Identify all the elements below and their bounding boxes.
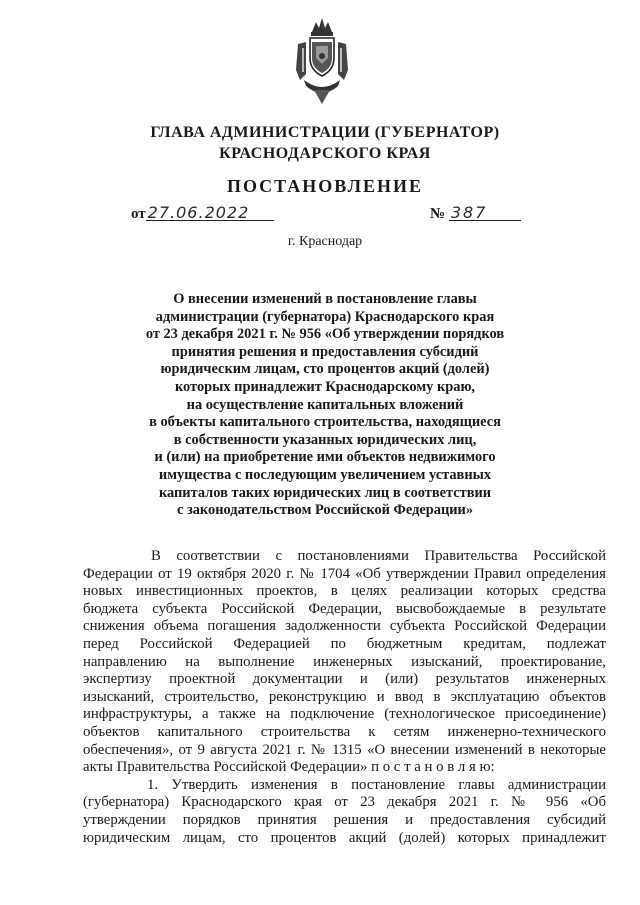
krasnodar-coat-of-arms-icon bbox=[292, 14, 352, 106]
body-line: изысканий, строительство, реконструкцию и ввод в эксплуатацию объектов bbox=[83, 688, 606, 705]
title-line: имущества с последующим увеличением уставных bbox=[158, 466, 492, 483]
number-label: № bbox=[430, 206, 446, 222]
date-row bbox=[131, 205, 274, 223]
title-line: в объекты капитального строительства, находящиеся bbox=[149, 414, 501, 431]
body-line: акты Правительства Российской Федерации» п о с т а н о в л я ю: bbox=[83, 759, 495, 776]
body-line: новых инвестиционных проектов, в целях реализации которых средства bbox=[83, 583, 606, 600]
authority-title-line-2: КРАСНОДАРСКОГО КРАЯ bbox=[219, 145, 431, 162]
title-line: и (или) на приобретение ими объектов недвижимого bbox=[154, 449, 496, 466]
body-line: В соответствии с постановлениями Правительства Российской bbox=[151, 548, 606, 564]
body-line: юридическим лицам, сто процентов акций (долей) которых принадлежит bbox=[83, 829, 606, 846]
city: г. Краснодар bbox=[287, 234, 363, 249]
body-line: объектов капитального строительства к сетям инженерно-технического bbox=[83, 723, 606, 740]
title-line: юридическим лицам, сто процентов акций (долей) bbox=[160, 361, 490, 378]
title-line: в собственности указанных юридических лиц, bbox=[173, 431, 477, 448]
body-line: снижения объема погашения задолженности субъекта Российской Федерации bbox=[83, 618, 606, 635]
title-line: принятия решения и предоставления субсидий bbox=[171, 343, 479, 360]
document-body bbox=[83, 548, 606, 847]
date-value: 27.06.2022 bbox=[146, 205, 274, 221]
body-line: 1. Утвердить изменения в постановление главы администрации bbox=[147, 776, 606, 793]
number-row bbox=[430, 205, 521, 223]
title-line: на осуществление капитальных вложений bbox=[186, 396, 464, 413]
title-line: от 23 декабря 2021 г. № 956 «Об утверждении порядков bbox=[145, 326, 505, 343]
title-line: О внесении изменений в постановление главы bbox=[173, 291, 477, 307]
body-line: бюджета субъекта Российской Федерации, высвобождаемые в результате bbox=[83, 600, 606, 617]
body-line: (губернатора) Краснодарского края от 23 декабря 2021 г. № 956 «Об bbox=[83, 794, 606, 811]
body-line: инфраструктуры, а также на подключение (технологическое присоединение) bbox=[83, 706, 606, 723]
body-line: утверждении порядков принятия решения и предоставления субсидий bbox=[83, 811, 606, 828]
document-type: ПОСТАНОВЛЕНИЕ bbox=[226, 176, 424, 196]
title-line: с законодательством Российской Федерации» bbox=[176, 502, 474, 519]
body-line: перед Российской Федерацией по бюджетным кредитам, подлежат bbox=[83, 635, 606, 652]
title-line: капиталов таких юридических лиц в соответствии bbox=[158, 484, 492, 501]
number-value: 387 bbox=[449, 205, 521, 221]
body-line: экспертизу проектной документации и (или) результатов инженерных bbox=[83, 671, 606, 688]
title-line: администрации (губернатора) Краснодарского края bbox=[155, 308, 495, 325]
body-line: направлению на выполнение инженерных изысканий, проектирование, bbox=[83, 653, 606, 670]
title-line: которых принадлежит Краснодарскому краю, bbox=[174, 378, 476, 395]
body-line: Федерации от 19 октября 2020 г. № 1704 «Об утверждении Правил определения bbox=[83, 565, 606, 582]
body-line: обеспечения», от 9 августа 2021 г. № 1315 «О внесении изменений в некоторые bbox=[83, 741, 606, 758]
date-label: от bbox=[131, 206, 146, 222]
authority-title-line-1: ГЛАВА АДМИНИСТРАЦИИ (ГУБЕРНАТОР) bbox=[150, 124, 500, 141]
document-title bbox=[80, 291, 570, 520]
